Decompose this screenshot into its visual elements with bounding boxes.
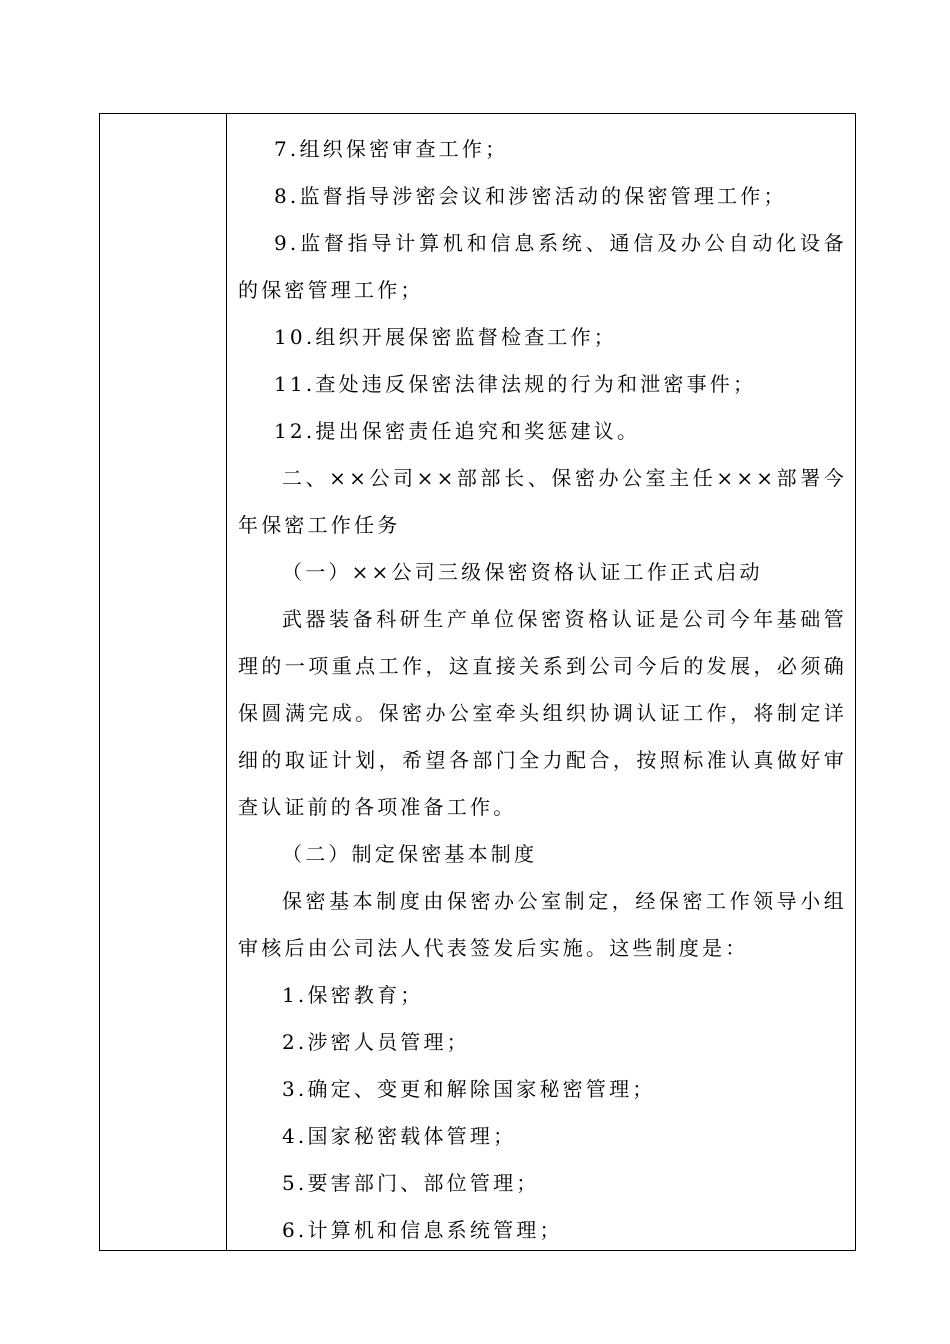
list-item-12: 12.提出保密责任追究和奖惩建议。	[274, 419, 641, 443]
system-item-4: 4.国家秘密载体管理；	[282, 1124, 517, 1148]
list-item-11: 11.查处违反保密法律法规的行为和泄密事件；	[274, 372, 757, 396]
system-item-2: 2.涉密人员管理；	[282, 1030, 470, 1054]
list-item-7: 7.组织保密审查工作；	[274, 137, 509, 161]
system-item-1: 1.保密教育；	[282, 983, 424, 1007]
body-paragraph: 保密基本制度由保密办公室制定，经保密工作领导小组审核后由公司法人代表签发后实施。这些制度是：	[238, 889, 847, 960]
list-item-9: 9.监督指导计算机和信息系统、通信及办公自动化设备的保密管理工作；	[238, 231, 847, 302]
section-heading-2: 二、××公司××部部长、保密办公室主任×××部署今年保密工作任务	[238, 466, 847, 537]
table-frame	[99, 113, 856, 1251]
document-body	[238, 126, 847, 1254]
list-item-10: 10.组织开展保密监督检查工作；	[274, 325, 618, 349]
list-item-8: 8.监督指导涉密会议和涉密活动的保密管理工作；	[274, 184, 787, 208]
subsection-heading-2: （二）制定保密基本制度	[282, 842, 538, 866]
system-item-5: 5.要害部门、部位管理；	[282, 1171, 540, 1195]
system-item-3: 3.确定、变更和解除国家秘密管理；	[282, 1077, 656, 1101]
system-item-6: 6.计算机和信息系统管理；	[282, 1218, 563, 1242]
subsection-heading-1: （一）××公司三级保密资格认证工作正式启动	[282, 560, 763, 584]
column-divider	[226, 114, 227, 1250]
body-paragraph: 武器装备科研生产单位保密资格认证是公司今年基础管理的一项重点工作，这直接关系到公司今后的发展，必须确保圆满完成。保密办公室牵头组织协调认证工作，将制定详细的取证计划，希望各部门全力配合，按照标准认真做好审查认证前的各项准备工作。	[238, 607, 847, 819]
